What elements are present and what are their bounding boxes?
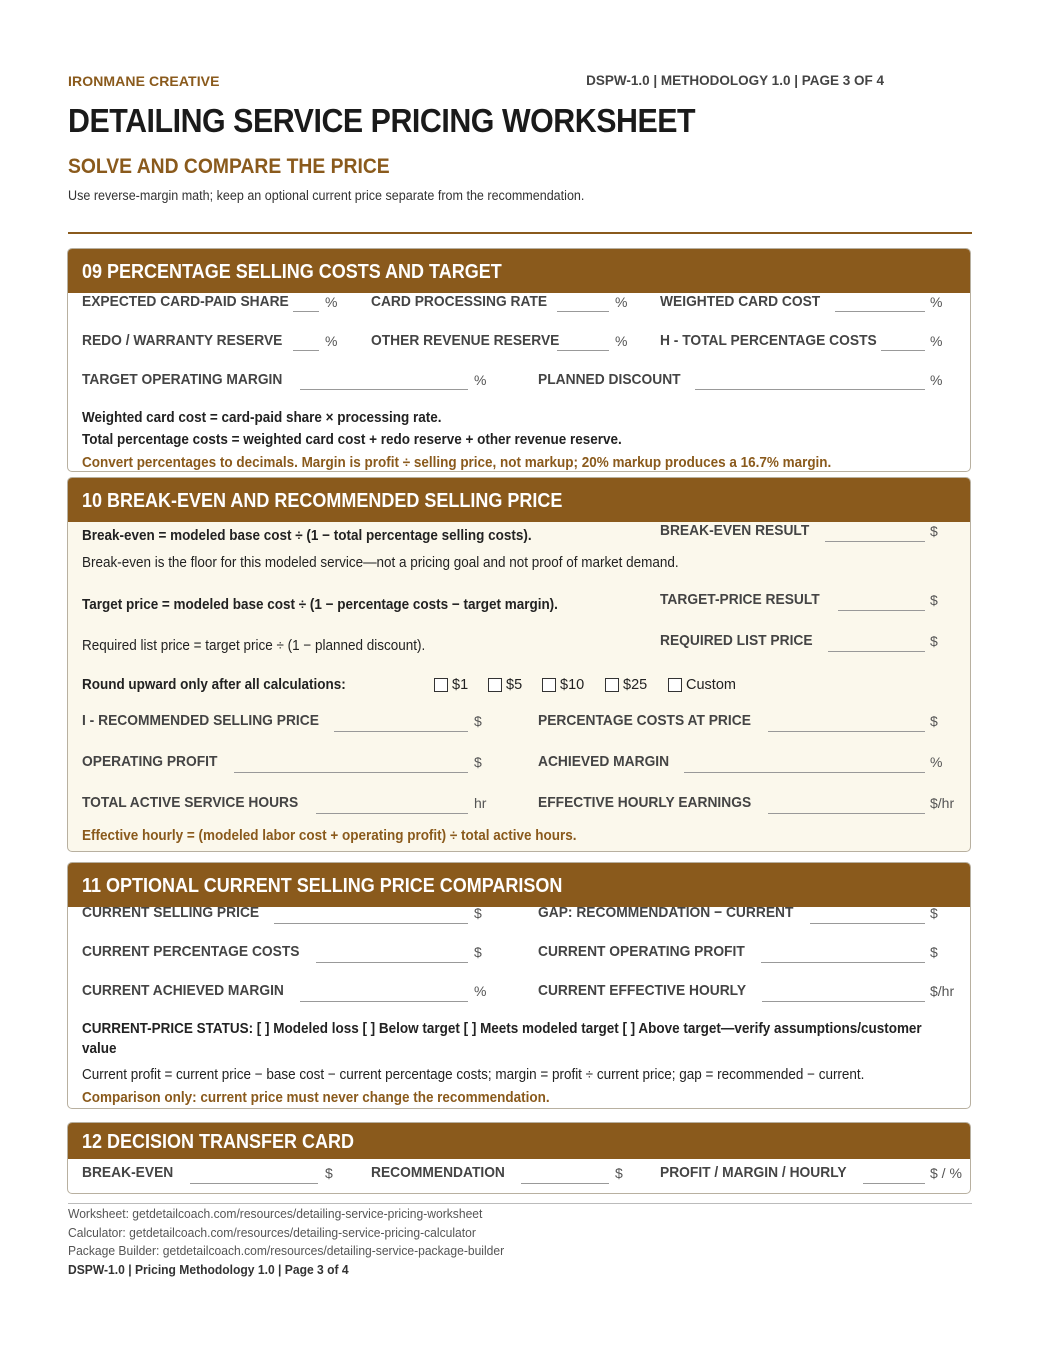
section-11-header: 11 OPTIONAL CURRENT SELLING PRICE COMPARISON bbox=[68, 863, 970, 907]
pct-costs-at-price-label: PERCENTAGE COSTS AT PRICE bbox=[538, 712, 751, 729]
round-option-10[interactable]: $10 bbox=[542, 677, 584, 693]
service-hours-field[interactable] bbox=[316, 813, 468, 814]
redo-reserve-label: REDO / WARRANTY RESERVE bbox=[82, 332, 283, 349]
gap-unit: $ bbox=[930, 905, 938, 921]
footer-page-info: DSPW-1.0 | Pricing Methodology 1.0 | Page 3 of 4 bbox=[68, 1262, 349, 1277]
checkbox-icon bbox=[542, 678, 556, 692]
transfer-profit-field[interactable] bbox=[863, 1183, 925, 1184]
weighted-card-cost-label: WEIGHTED CARD COST bbox=[660, 293, 821, 310]
current-profit-field[interactable] bbox=[761, 962, 925, 963]
round-option-custom[interactable]: Custom bbox=[668, 677, 736, 693]
current-hourly-field[interactable] bbox=[762, 1001, 925, 1002]
total-pct-costs-label: H - TOTAL PERCENTAGE COSTS bbox=[660, 332, 877, 349]
redo-reserve-field[interactable] bbox=[293, 350, 319, 351]
intro-text: Use reverse-margin math; keep an optional current price separate from the recommendation. bbox=[68, 188, 585, 203]
section-12 bbox=[67, 1122, 971, 1194]
current-price-field[interactable] bbox=[274, 923, 468, 924]
planned-discount-unit: % bbox=[930, 372, 943, 388]
checkbox-icon bbox=[434, 678, 448, 692]
current-pct-costs-field[interactable] bbox=[316, 962, 468, 963]
breakeven-result-unit: $ bbox=[930, 523, 938, 539]
card-paid-share-unit: % bbox=[325, 294, 338, 310]
breakeven-note: Break-even is the floor for this modeled service—not a pricing goal and not proof of market demand. bbox=[82, 555, 679, 571]
current-margin-label: CURRENT ACHIEVED MARGIN bbox=[82, 982, 284, 999]
checkbox-icon bbox=[488, 678, 502, 692]
target-price-formula: Target price = modeled base cost ÷ (1 − percentage costs − target margin). bbox=[82, 597, 558, 613]
header-rule bbox=[68, 232, 972, 234]
required-list-price-label: REQUIRED LIST PRICE bbox=[660, 632, 813, 649]
transfer-breakeven-unit: $ bbox=[325, 1165, 333, 1181]
hourly-earnings-label: EFFECTIVE HOURLY EARNINGS bbox=[538, 794, 752, 811]
transfer-breakeven-label: BREAK-EVEN bbox=[82, 1164, 174, 1181]
service-hours-label: TOTAL ACTIVE SERVICE HOURS bbox=[82, 794, 299, 811]
current-hourly-unit: $/hr bbox=[930, 983, 955, 999]
section-10 bbox=[67, 477, 971, 852]
section-12-header: 12 DECISION TRANSFER CARD bbox=[68, 1123, 970, 1159]
card-rate-unit: % bbox=[615, 294, 628, 310]
weighted-card-cost-field[interactable] bbox=[835, 311, 925, 312]
total-pct-costs-field[interactable] bbox=[881, 350, 925, 351]
achieved-margin-label: ACHIEVED MARGIN bbox=[538, 753, 670, 770]
page-id: DSPW-1.0 | METHODOLOGY 1.0 | PAGE 3 OF 4 bbox=[586, 73, 884, 88]
current-price-status-cont: value bbox=[82, 1041, 117, 1057]
page-title: DETAILING SERVICE PRICING WORKSHEET bbox=[68, 102, 696, 139]
other-reserve-field[interactable] bbox=[557, 350, 609, 351]
footer-calculator-link[interactable]: Calculator: getdetailcoach.com/resources/detailing-service-pricing-calculator bbox=[68, 1225, 476, 1240]
checkbox-icon bbox=[668, 678, 682, 692]
section-09 bbox=[67, 248, 971, 472]
card-rate-field[interactable] bbox=[557, 311, 609, 312]
target-margin-field[interactable] bbox=[300, 389, 468, 390]
service-hours-unit: hr bbox=[474, 795, 487, 811]
footer-worksheet-link[interactable]: Worksheet: getdetailcoach.com/resources/detailing-service-pricing-worksheet bbox=[68, 1206, 483, 1221]
target-margin-label: TARGET OPERATING MARGIN bbox=[82, 371, 283, 388]
brand-name: IRONMANE CREATIVE bbox=[68, 73, 220, 89]
pct-costs-at-price-unit: $ bbox=[930, 713, 938, 729]
transfer-profit-unit: $ / % bbox=[930, 1165, 962, 1181]
operating-profit-unit: $ bbox=[474, 754, 482, 770]
checkbox-icon bbox=[605, 678, 619, 692]
list-price-formula: Required list price = target price ÷ (1 − planned discount). bbox=[82, 638, 426, 654]
planned-discount-field[interactable] bbox=[695, 389, 925, 390]
current-price-status: CURRENT-PRICE STATUS: [ ] Modeled loss [ ] Below target [ ] Meets modeled target [ ] Above target—verify assumptions/customer bbox=[82, 1021, 922, 1037]
planned-discount-label: PLANNED DISCOUNT bbox=[538, 371, 681, 388]
required-list-price-field[interactable] bbox=[828, 651, 925, 652]
round-option-5[interactable]: $5 bbox=[488, 677, 522, 693]
transfer-profit-label: PROFIT / MARGIN / HOURLY bbox=[660, 1164, 847, 1181]
transfer-recommendation-unit: $ bbox=[615, 1165, 623, 1181]
redo-reserve-unit: % bbox=[325, 333, 338, 349]
section-10-header: 10 BREAK-EVEN AND RECOMMENDED SELLING PRICE bbox=[68, 478, 970, 522]
round-option-1[interactable]: $1 bbox=[434, 677, 468, 693]
hourly-earnings-unit: $/hr bbox=[930, 795, 955, 811]
hourly-note: Effective hourly = (modeled labor cost + operating profit) ÷ total active hours. bbox=[82, 828, 577, 844]
target-price-result-field[interactable] bbox=[838, 610, 925, 611]
operating-profit-field[interactable] bbox=[234, 772, 468, 773]
target-price-result-label: TARGET-PRICE RESULT bbox=[660, 591, 820, 608]
gap-label: GAP: RECOMMENDATION − CURRENT bbox=[538, 904, 794, 921]
required-list-price-unit: $ bbox=[930, 633, 938, 649]
transfer-recommendation-label: RECOMMENDATION bbox=[371, 1164, 505, 1181]
card-paid-share-field[interactable] bbox=[293, 311, 319, 312]
comparison-formula: Current profit = current price − base cost − current percentage costs; margin = profit ÷ current price; gap = recommended − current. bbox=[82, 1067, 865, 1083]
current-margin-unit: % bbox=[474, 983, 487, 999]
current-profit-label: CURRENT OPERATING PROFIT bbox=[538, 943, 745, 960]
total-pct-costs-unit: % bbox=[930, 333, 943, 349]
card-rate-label: CARD PROCESSING RATE bbox=[371, 293, 548, 310]
transfer-breakeven-field[interactable] bbox=[190, 1183, 318, 1184]
current-pct-costs-unit: $ bbox=[474, 944, 482, 960]
other-reserve-unit: % bbox=[615, 333, 628, 349]
breakeven-result-field[interactable] bbox=[825, 541, 925, 542]
footer-rule bbox=[68, 1203, 972, 1204]
section-09-header: 09 PERCENTAGE SELLING COSTS AND TARGET bbox=[68, 249, 970, 293]
pct-costs-at-price-field[interactable] bbox=[768, 731, 925, 732]
round-option-25[interactable]: $25 bbox=[605, 677, 647, 693]
transfer-recommendation-field[interactable] bbox=[521, 1183, 609, 1184]
operating-profit-label: OPERATING PROFIT bbox=[82, 753, 218, 770]
hourly-earnings-field[interactable] bbox=[768, 813, 925, 814]
margin-note: Convert percentages to decimals. Margin is profit ÷ selling price, not markup; 20% markup produces a 16.7% margin. bbox=[82, 455, 832, 471]
target-margin-unit: % bbox=[474, 372, 487, 388]
comparison-warning: Comparison only: current price must never change the recommendation. bbox=[82, 1090, 550, 1106]
current-profit-unit: $ bbox=[930, 944, 938, 960]
footer-package-builder-link[interactable]: Package Builder: getdetailcoach.com/resources/detailing-service-package-builder bbox=[68, 1243, 505, 1258]
target-price-result-unit: $ bbox=[930, 592, 938, 608]
breakeven-result-label: BREAK-EVEN RESULT bbox=[660, 522, 810, 539]
recommended-price-label: I - RECOMMENDED SELLING PRICE bbox=[82, 712, 319, 729]
weighted-card-cost-unit: % bbox=[930, 294, 943, 310]
breakeven-formula: Break-even = modeled base cost ÷ (1 − total percentage selling costs). bbox=[82, 528, 532, 544]
rounding-label: Round upward only after all calculations: bbox=[82, 677, 346, 693]
other-reserve-label: OTHER REVENUE RESERVE bbox=[371, 332, 560, 349]
total-pct-costs-formula: Total percentage costs = weighted card cost + redo reserve + other revenue reserve. bbox=[82, 432, 622, 448]
current-price-unit: $ bbox=[474, 905, 482, 921]
weighted-card-cost-formula: Weighted card cost = card-paid share × processing rate. bbox=[82, 410, 442, 426]
gap-field[interactable] bbox=[810, 923, 925, 924]
recommended-price-unit: $ bbox=[474, 713, 482, 729]
current-price-label: CURRENT SELLING PRICE bbox=[82, 904, 260, 921]
card-paid-share-label: EXPECTED CARD-PAID SHARE bbox=[82, 293, 289, 310]
page-subtitle: SOLVE AND COMPARE THE PRICE bbox=[68, 155, 390, 178]
recommended-price-field[interactable] bbox=[334, 731, 468, 732]
achieved-margin-unit: % bbox=[930, 754, 943, 770]
current-hourly-label: CURRENT EFFECTIVE HOURLY bbox=[538, 982, 747, 999]
current-pct-costs-label: CURRENT PERCENTAGE COSTS bbox=[82, 943, 300, 960]
achieved-margin-field[interactable] bbox=[684, 772, 925, 773]
current-margin-field[interactable] bbox=[300, 1001, 468, 1002]
section-11 bbox=[67, 862, 971, 1109]
